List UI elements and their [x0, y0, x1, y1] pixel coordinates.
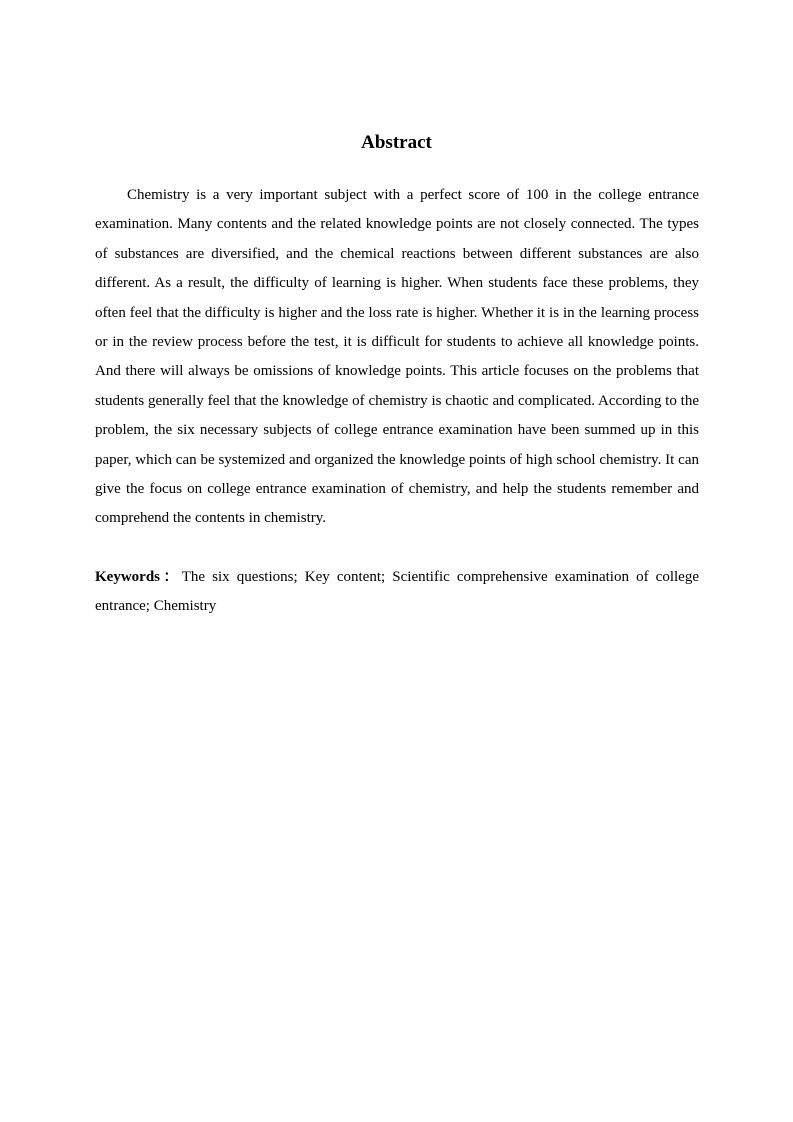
abstract-paragraph: Chemistry is a very important subject with a perfect score of 100 in the college entrance examination. Many contents and the related knowledge points are not closely connected. The types of substances are diversified, and the chemical reactions between different substances are also different. As a result, the difficulty of learning is higher. When students face these problems, they often feel that the difficulty is higher and the loss rate is higher. Whether it is in the learning process or in the review process before the test, it is difficult for students to achieve all knowledge points. And there will always be omissions of knowledge points. This article focuses on the problems that students generally feel that the knowledge of chemistry is chaotic and complicated. According to the problem, the six necessary subjects of college entrance examination have been summed up in this paper, which can be systemized and organized the knowledge points of high school chemistry. It can give the focus on college entrance examination of chemistry, and help the students remember and comprehend the contents in chemistry.: [95, 187, 699, 527]
keywords-label: Keywords：: [95, 569, 182, 585]
abstract-title: Abstract: [361, 132, 432, 153]
keywords-line: [95, 563, 699, 622]
keywords-text: The six questions; Key content; Scientific comprehensive examination of college entrance; Chemistry: [95, 569, 699, 615]
